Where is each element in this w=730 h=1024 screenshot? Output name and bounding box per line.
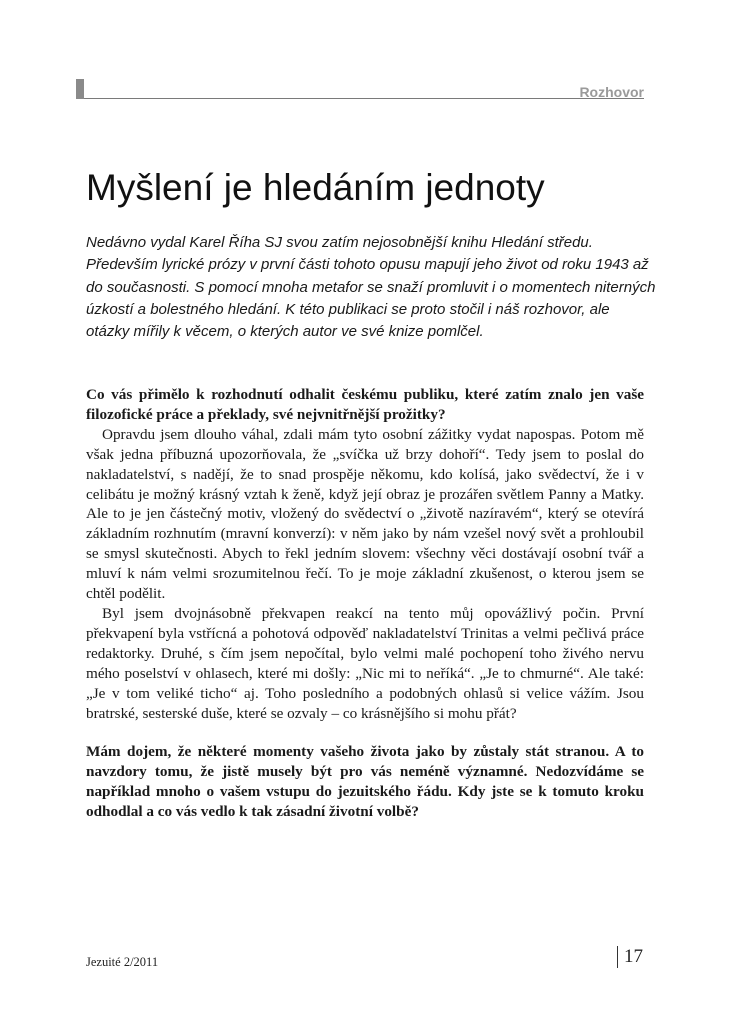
section-label: Rozhovor bbox=[579, 84, 644, 100]
publication-info: Jezuité 2/2011 bbox=[86, 955, 159, 969]
page-number: 17 bbox=[624, 946, 643, 967]
paragraph-spacer bbox=[86, 723, 644, 742]
footer-divider bbox=[617, 946, 618, 968]
question-2: Mám dojem, že některé momenty vašeho života jako by zůstaly stát stranou. A to navzdory tomu, že jistě musely být pro vás neméně významné. Nedozvídáme se například mnoho o vašem vstupu do jezuitského řádu. Kdy jste se k tomuto kroku odhodlal a co vás vedlo k tak zásadní životní volbě? bbox=[86, 743, 644, 821]
question-1: Co vás přimělo k rozhodnutí odhalit českému publiku, které zatím znalo jen vaše filozofické práce a překlady, své nejvnitřnější prožitky? bbox=[86, 386, 644, 423]
header-rule bbox=[84, 98, 644, 99]
answer-1-paragraph-1: Opravdu jsem dlouho váhal, zdali mám tyto osobní zážitky vydat napospas. Potom mě však jedna příbuzná upozorňovala, že „svíčka už brzy dohoří“. Tedy jsem to poslal do nakladatelství, s nadějí, že to snad prospěje někomu, kdo kolísá, jako svědectví, že i v celibátu je možný krásný vztah k ženě, když její obraz je prozářen světlem Panny a Matky. Ale to je jen částečný motiv, vložený do svědectví o „životě nazíravém“, který se otevírá základním rozhnutím (mravní konverzí): v něm jako by nám vzešel nový svět a prohloubil se smysl skutečnosti. Abych to řekl jedním slovem: všechny věci dostávají osobní tvář a mluví k nám velmi srozumitelnou řečí. To je moje základní zkušenost, o kterou jsem se chtěl podělit. bbox=[86, 425, 644, 603]
answer-1-paragraph-2: Byl jsem dvojnásobně překvapen reakcí na tento můj opovážlivý počin. První překvapení byla vstřícná a pohotová odpověď nakladatelství Trinitas a velmi pečlivá práce redaktorky. Druhé, s čím jsem nepočítal, bylo velmi malé pochopení toho živého nervu mého poselství v ohlasech, které mi došly: „Nic mi to neříká“. „Je to chmurné“. Ale také: „Je v tom veliké ticho“ aj. Toho posledního a podobných ohlasů si velice vážím. Jsou bratrské, sesterské duše, které se ozvaly – co krásnějšího si mohu přát? bbox=[86, 604, 644, 722]
article-title: Myšlení je hledáním jednoty bbox=[86, 167, 545, 208]
header-marker bbox=[76, 79, 84, 99]
article-lead: Nedávno vydal Karel Říha SJ svou zatím nejosobnější knihu Hledání středu. Především lyrické prózy v první části tohoto opusu mapují jeho život od roku 1943 až do současnosti. S pomocí mnoha metafor se snaží promluvit i o momentech niterných úzkostí a bolestného hledání. K této publikaci se proto stočil i náš rozhovor, ale otázky mířily k věcem, o kterých autor ve své knize pomlčel. bbox=[86, 234, 656, 341]
article-body bbox=[86, 385, 644, 822]
